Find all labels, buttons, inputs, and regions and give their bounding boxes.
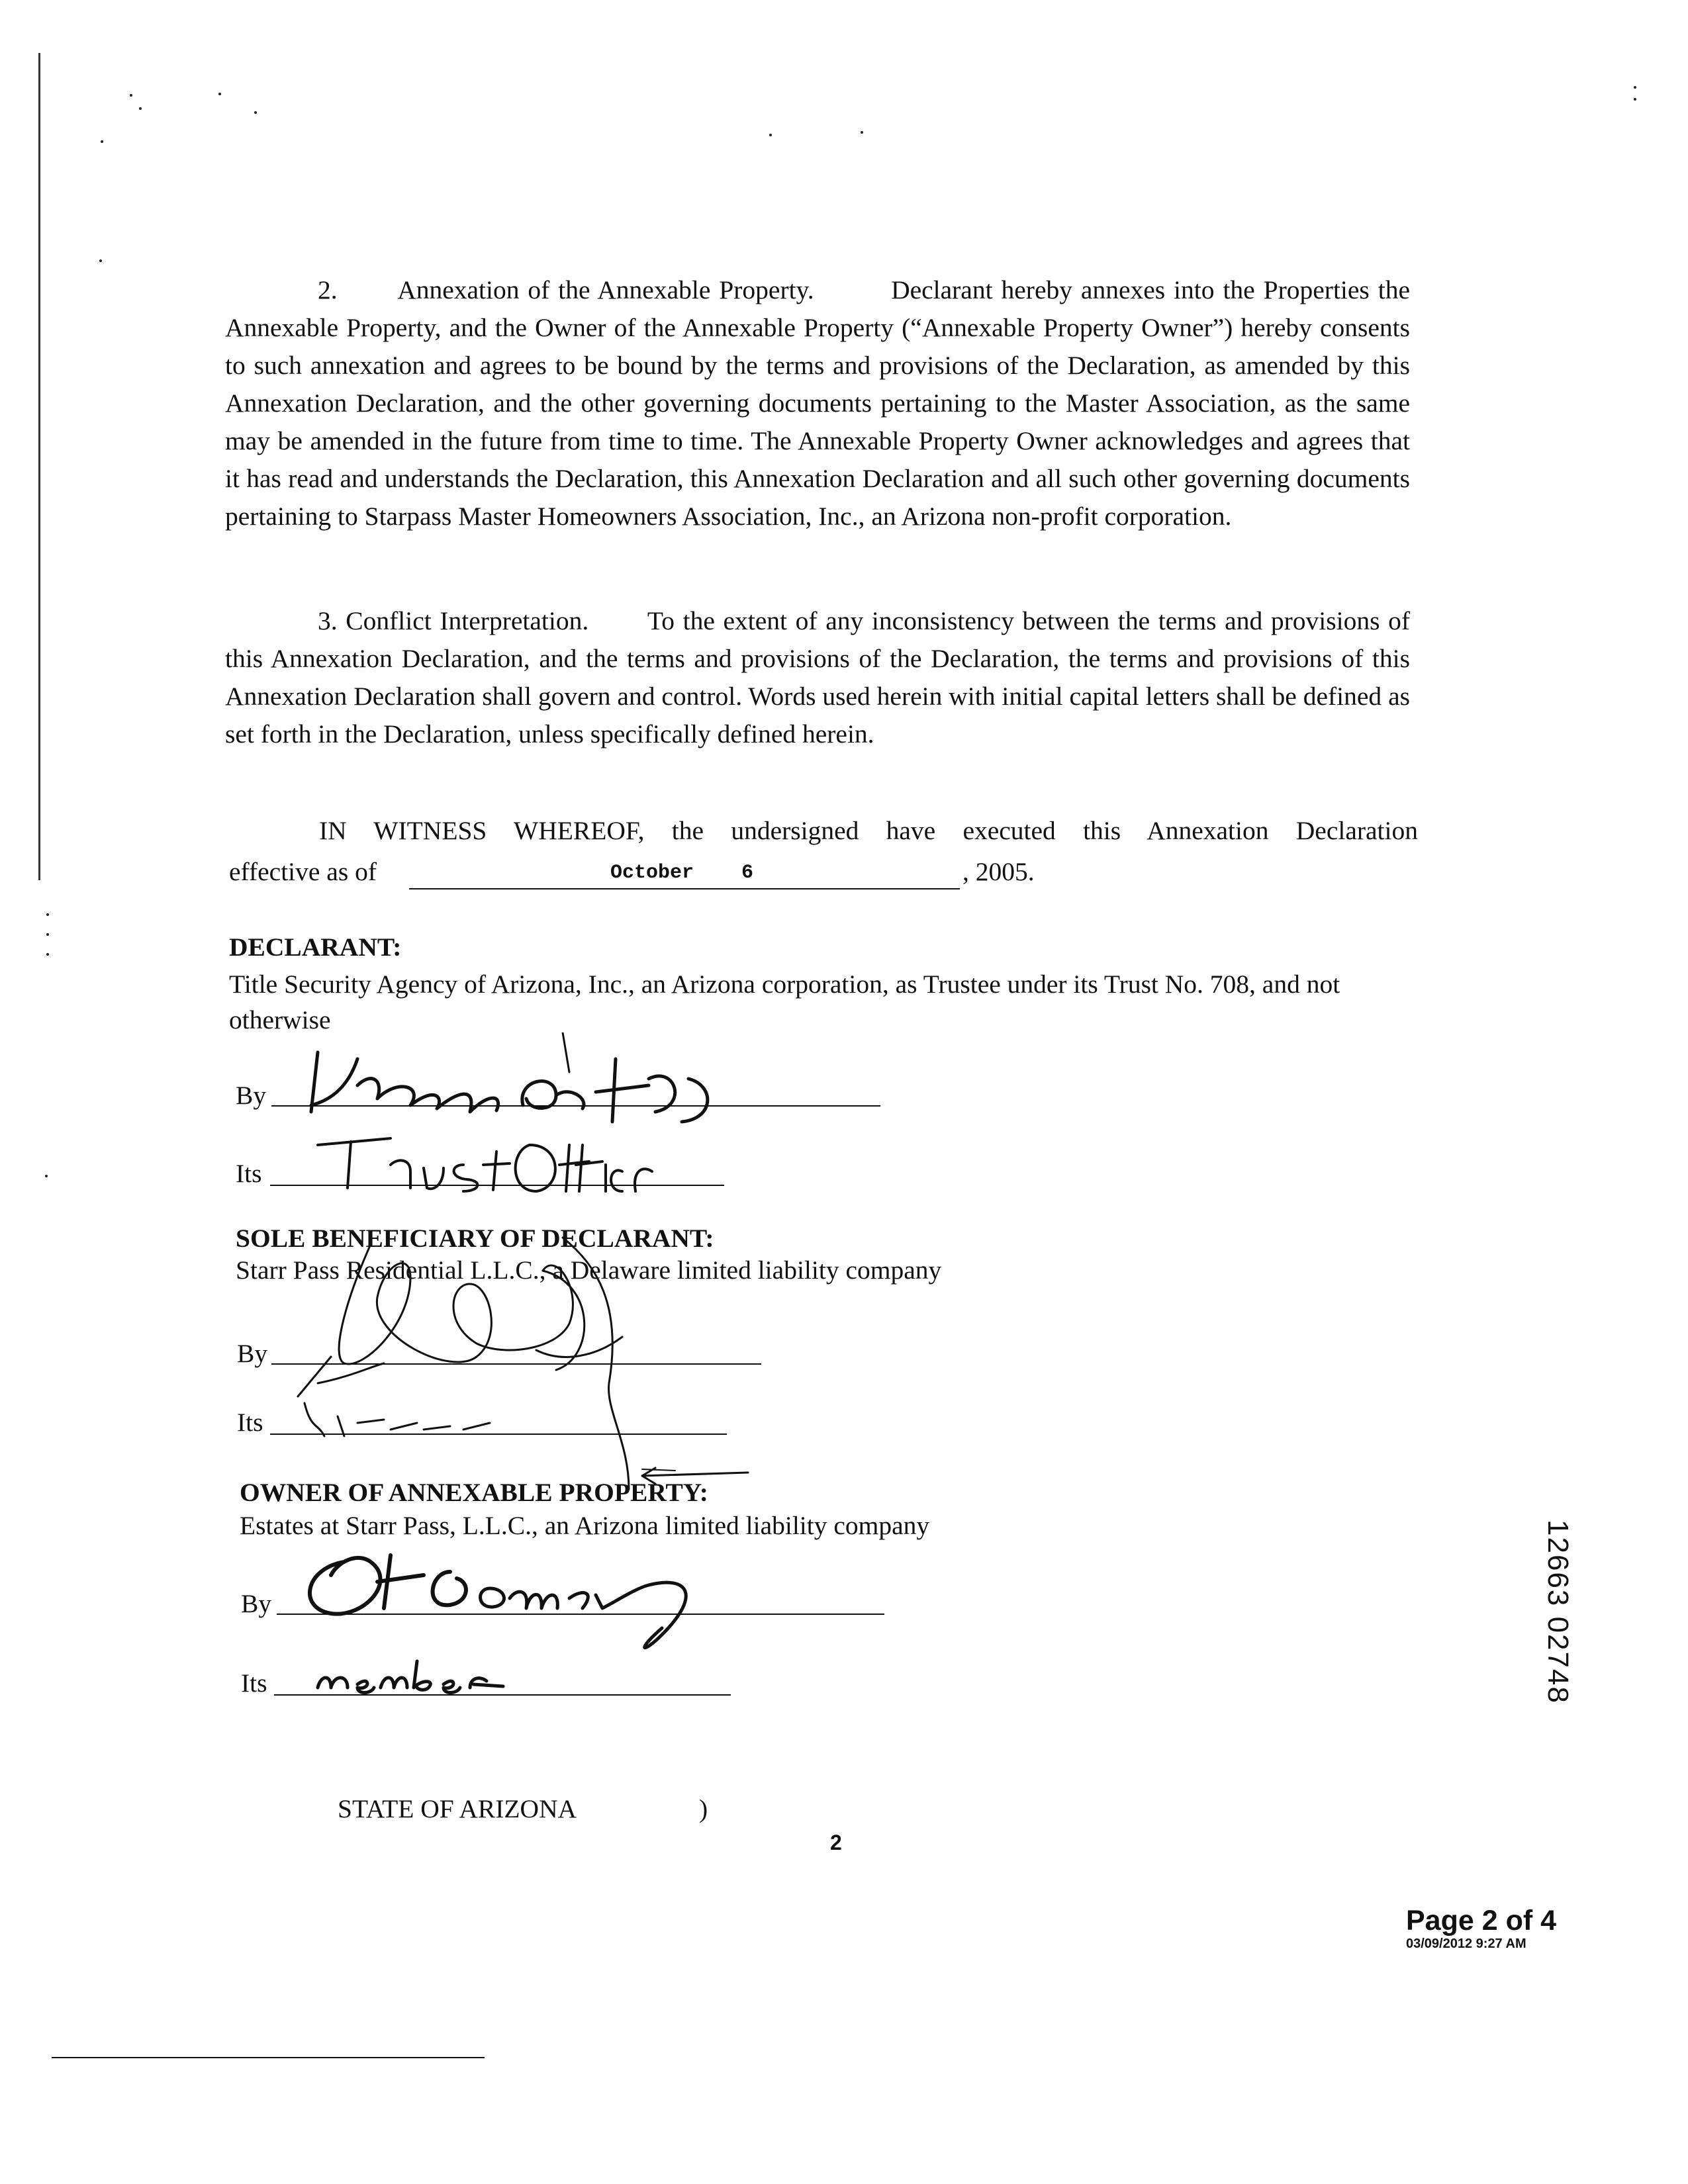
owner-heading: OWNER OF ANNEXABLE PROPERTY: [240,1478,708,1507]
scan-speck [861,131,863,134]
section-3-body: To the extent of any inconsistency between the terms and provisions of this Annexation Declaration, and the terms and provisions of the Declaration, the terms and provisions of this Annexation Declaration shall govern and control. Words used herein with initial capital letters shall be defined as set forth in the Declaration, unless specifically defined herein. [225,606,1411,749]
scan-speck [101,140,103,143]
footnote-rule [52,2057,485,2058]
declarant-text: Title Security Agency of Arizona, Inc., an Arizona corporation, as Trustee under its Trust No. 708, and not otherwise [229,970,1340,1034]
section-2-heading: Annexation of the Annexable Property. [397,275,814,304]
effective-date-line [409,888,960,889]
section-2-body: Declarant hereby annexes into the Properties the Annexable Property, and the Owner of the Annexable Property (“Annexable Property Owner”) hereby consents to such annexation and agrees to be bound by the terms and provisions of the Declaration, as amended by this Annexation Declaration, and the other governing documents pertaining to the Master Association, as the same may be amended in the future from time to time. The Annexable Property Owner acknowledges and agrees that it has read and understands the Declaration, this Annexation Declaration and all such other governing documents pertaining to Starpass Master Homeowners Association, Inc., an Arizona non-profit corporation. [225,275,1410,531]
scan-speck [46,933,49,936]
owner-its-label: Its [241,1668,267,1698]
beneficiary-text: Starr Pass Residential L.L.C., a Delaware limited liability company [236,1255,942,1285]
scan-speck [254,111,257,114]
footer-timestamp: 03/09/2012 9:27 AM [1406,1936,1526,1951]
owner-heading-mark [635,1456,755,1489]
scan-speck [1634,86,1636,89]
state-line-paren: ) [699,1794,708,1823]
scan-edge-left [38,53,40,880]
section-2-paragraph [225,271,1410,535]
scan-speck [99,259,102,262]
scan-speck [130,94,132,97]
scan-speck [45,1175,48,1177]
witness-line: IN WITNESS WHEREOF, the undersigned have executed this Annexation Declaration [319,816,1418,845]
beneficiary-heading: SOLE BENEFICIARY OF DECLARANT: [236,1224,714,1253]
scan-speck [1634,98,1636,101]
recording-stamp: 12663 02748 [1542,1520,1574,1704]
page-number: 2 [830,1831,842,1854]
scan-speck [46,913,49,916]
scan-speck [218,93,221,95]
scan-speck [46,953,49,956]
declarant-its-label: Its [236,1159,262,1188]
declarant-heading: DECLARANT: [229,933,402,962]
owner-by-label: By [241,1589,272,1618]
section-3-paragraph [225,602,1410,753]
declarant-by-label: By [236,1081,267,1110]
effective-date-value: October 6 [610,862,754,884]
declarant-signature [278,1032,755,1132]
scan-speck [769,134,772,136]
beneficiary-by-label: By [237,1339,268,1368]
witness-prefix: effective as of [229,857,377,886]
owner-text: Estates at Starr Pass, L.L.C., an Arizona limited liability company [240,1511,930,1540]
witness-suffix: , 2005. [962,857,1035,886]
footer-page-indicator: Page 2 of 4 [1406,1905,1557,1936]
beneficiary-its-label: Its [237,1408,263,1437]
section-3-heading: 3. Conflict Interpretation. [318,606,589,635]
owner-its-handwriting [311,1648,523,1701]
scan-speck [139,107,142,110]
state-line-text: STATE OF ARIZONA [338,1794,577,1823]
owner-signature [291,1535,821,1655]
section-2-number: 2. [318,275,338,304]
declarant-its-handwriting [311,1125,655,1198]
